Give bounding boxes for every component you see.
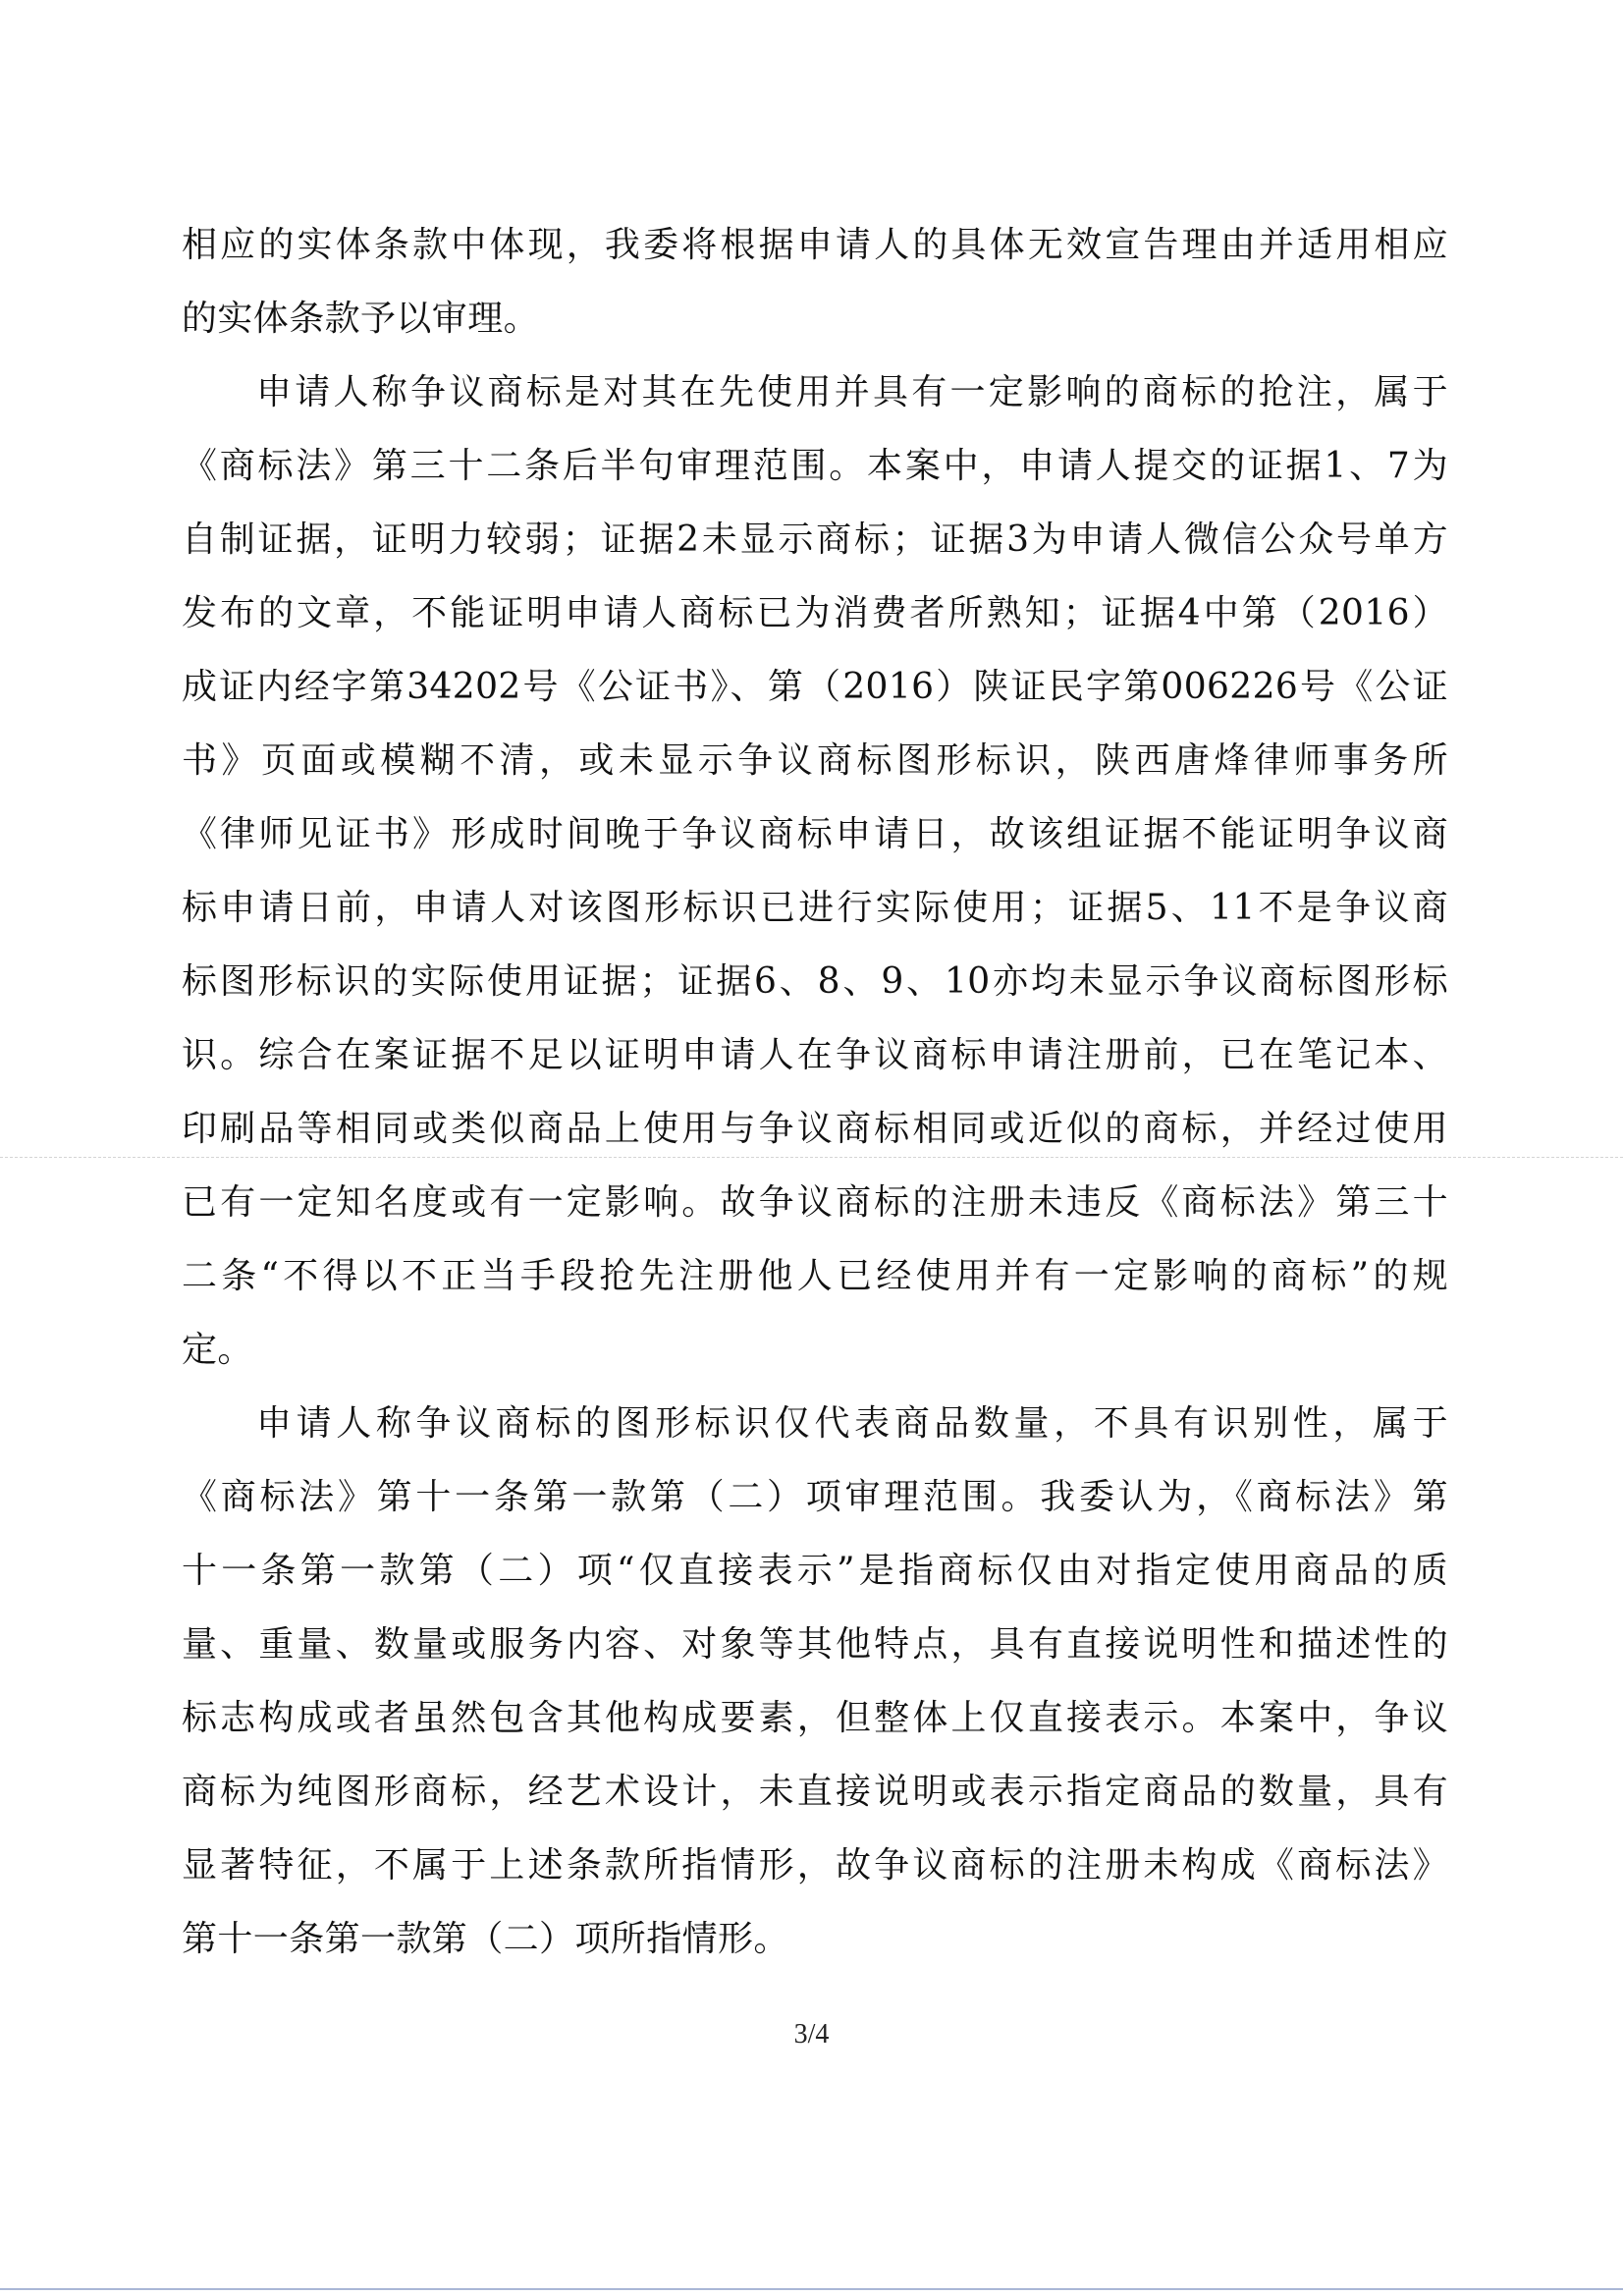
text-line: 书》页面或模糊不清，或未显示争议商标图形标识，陕西唐烽律师事务所 [182, 740, 1448, 781]
text-line: 印刷品等相同或类似商品上使用与争议商标相同或近似的商标，并经过使用 [182, 1109, 1448, 1149]
text-line: 显著特征，不属于上述条款所指情形，故争议商标的注册未构成《商标法》 [182, 1845, 1448, 1886]
text-line: 标图形标识的实际使用证据；证据6、8、9、10亦均未显示争议商标图形标 [182, 961, 1448, 1002]
text-line: 识。综合在案证据不足以证明申请人在争议商标申请注册前，已在笔记本、 [182, 1035, 1448, 1075]
text-line: 成证内经字第34202号《公证书》、第（2016）陕证民字第006226号《公证 [182, 667, 1448, 707]
text-line: 相应的实体条款中体现，我委将根据申请人的具体无效宣告理由并适用相应 [182, 225, 1448, 265]
text-line: 第十一条第一款第（二）项所指情形。 [182, 1919, 789, 1959]
text-line: 量、重量、数量或服务内容、对象等其他特点，具有直接说明性和描述性的 [182, 1624, 1448, 1665]
text-line: 申请人称争议商标是对其在先使用并具有一定影响的商标的抢注，属于 [256, 372, 1448, 412]
text-line: 申请人称争议商标的图形标识仅代表商品数量，不具有识别性，属于 [256, 1403, 1448, 1444]
page-number: 3/4 [793, 2019, 830, 2050]
text-line: 发布的文章，不能证明申请人商标已为消费者所熟知；证据4中第（2016） [182, 593, 1448, 633]
text-line: 《商标法》第十一条第一款第（二）项审理范围。我委认为，《商标法》第 [182, 1477, 1448, 1517]
paragraph-3 [182, 1387, 1448, 1976]
text-line: 定。 [182, 1330, 253, 1370]
paragraph-1 [182, 208, 1448, 355]
text-line: 《商标法》第三十二条后半句审理范围。本案中，申请人提交的证据1、7为 [182, 446, 1448, 486]
scan-fold-mark [0, 1157, 1623, 1159]
text-line: 商标为纯图形商标，经艺术设计，未直接说明或表示指定商品的数量，具有 [182, 1772, 1448, 1812]
text-line: 十一条第一款第（二）项“仅直接表示”是指商标仅由对指定使用商品的质 [182, 1551, 1448, 1591]
text-line: 标申请日前，申请人对该图形标识已进行实际使用；证据5、11不是争议商 [182, 888, 1448, 928]
text-line: 标志构成或者虽然包含其他构成要素，但整体上仅直接表示。本案中，争议 [182, 1698, 1448, 1738]
text-line: 已有一定知名度或有一定影响。故争议商标的注册未违反《商标法》第三十 [182, 1182, 1448, 1223]
document-body [182, 208, 1448, 1976]
text-line: 二条“不得以不正当手段抢先注册他人已经使用并有一定影响的商标”的规 [182, 1256, 1448, 1296]
text-line: 自制证据，证明力较弱；证据2未显示商标；证据3为申请人微信公众号单方 [182, 519, 1448, 560]
page-bottom-edge [0, 2288, 1623, 2290]
text-line: 《律师见证书》形成时间晚于争议商标申请日，故该组证据不能证明争议商 [182, 814, 1448, 854]
text-line: 的实体条款予以审理。 [182, 299, 540, 339]
paragraph-2 [182, 355, 1448, 1387]
